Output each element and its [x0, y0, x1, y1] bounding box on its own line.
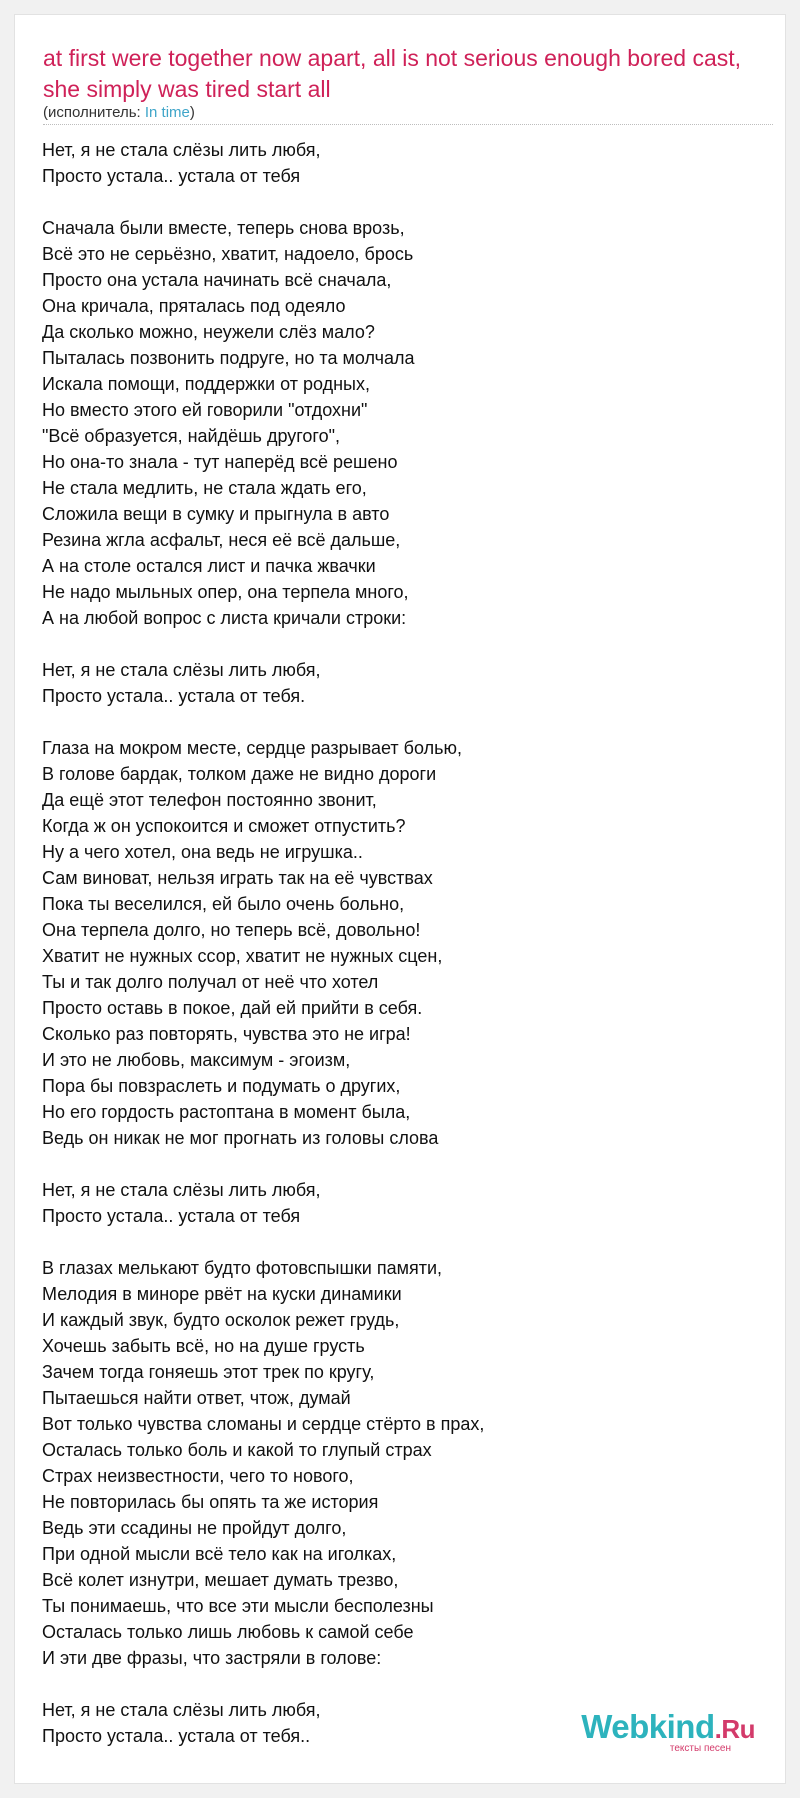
lyric-line: Просто устала.. устала от тебя: [42, 1206, 301, 1226]
lyric-line: Сам виноват, нельзя играть так на её чувствах: [42, 868, 433, 888]
lyric-line: Мелодия в миноре рвёт на куски динамики: [42, 1284, 402, 1304]
stanza-gap: [42, 189, 742, 215]
lyric-line: Страх неизвестности, чего то нового,: [42, 1466, 354, 1486]
lyric-line: Нет, я не стала слёзы лить любя,: [42, 140, 321, 160]
song-title: at first were together now apart, all is not serious enough bored cast, she simply was tired start all: [43, 45, 742, 102]
lyric-line: Просто устала.. устала от тебя.: [42, 686, 306, 706]
lyric-line: Просто она устала начинать всё сначала,: [42, 270, 392, 290]
lyric-line: Хочешь забыть всё, но на душе грусть: [42, 1336, 365, 1356]
lyric-line: В глазах мелькают будто фотовспышки памяти,: [42, 1258, 442, 1278]
lyric-line: Не повторилась бы опять та же история: [42, 1492, 379, 1512]
lyric-line: Нет, я не стала слёзы лить любя,: [42, 1700, 321, 1720]
lyric-line: Она кричала, пряталась под одеяло: [42, 296, 346, 316]
lyric-line: Глаза на мокром месте, сердце разрывает болью,: [42, 738, 462, 758]
lyrics-card: [14, 14, 786, 1784]
lyric-line: Сколько раз повторять, чувства это не игра!: [42, 1024, 411, 1044]
lyric-line: Не стала медлить, не стала ждать его,: [42, 478, 367, 498]
lyric-line: Но она-то знала - тут наперёд всё решено: [42, 452, 398, 472]
lyric-line: Не надо мыльных опер, она терпела много,: [42, 582, 409, 602]
stanza-gap: [42, 1671, 742, 1697]
lyric-line: Ну а чего хотел, она ведь не игрушка..: [42, 842, 363, 862]
artist-prefix: (исполнитель:: [43, 104, 145, 121]
lyric-line: А на любой вопрос с листа кричали строки:: [42, 608, 407, 628]
lyrics-text: [42, 137, 742, 1749]
lyric-line: Хватит не нужных ссор, хватит не нужных сцен,: [42, 946, 443, 966]
lyric-line: Но его гордость растоптана в момент была,: [42, 1102, 411, 1122]
lyric-line: Пора бы повзраслеть и подумать о других,: [42, 1076, 401, 1096]
lyric-line: Просто оставь в покое, дай ей прийти в себя.: [42, 998, 423, 1018]
lyric-line: И это не любовь, максимум - эгоизм,: [42, 1050, 351, 1070]
lyric-line: Резина жгла асфальт, неся её всё дальше,: [42, 530, 401, 550]
lyric-line: Но вместо этого ей говорили "отдохни": [42, 400, 368, 420]
lyric-line: Всё колет изнутри, мешает думать трезво,: [42, 1570, 399, 1590]
title-divider: [43, 124, 773, 125]
site-brand[interactable]: [555, 1709, 755, 1759]
lyric-line: При одной мысли всё тело как на иголках,: [42, 1544, 397, 1564]
lyric-line: Ты понимаешь, что все эти мысли бесполезны: [42, 1596, 434, 1616]
lyric-line: Ведь он никак не мог прогнать из головы слова: [42, 1128, 439, 1148]
lyric-line: Да ещё этот телефон постоянно звонит,: [42, 790, 377, 810]
lyric-line: Пытаешься найти ответ, чтож, думай: [42, 1388, 351, 1408]
logo-main-text: Webkind: [581, 1708, 715, 1745]
lyric-line: Пыталась позвонить подруге, но та молчала: [42, 348, 415, 368]
lyric-line: А на столе остался лист и пачка жвачки: [42, 556, 376, 576]
lyric-line: Просто устала.. устала от тебя..: [42, 1726, 311, 1746]
stanza-gap: [42, 631, 742, 657]
logo-tld-text: .Ru: [714, 1714, 755, 1744]
artist-line: [43, 103, 195, 123]
stanza-gap: [42, 1229, 742, 1255]
lyric-line: Сначала были вместе, теперь снова врозь,: [42, 218, 405, 238]
lyric-line: И эти две фразы, что застряли в голове:: [42, 1648, 382, 1668]
lyric-line: Осталась только лишь любовь к самой себе: [42, 1622, 414, 1642]
lyric-line: Она терпела долго, но теперь всё, довольно!: [42, 920, 421, 940]
lyric-line: Зачем тогда гоняешь этот трек по кругу,: [42, 1362, 375, 1382]
lyric-line: Осталась только боль и какой то глупый страх: [42, 1440, 432, 1460]
lyric-line: Искала помощи, поддержки от родных,: [42, 374, 370, 394]
stanza-gap: [42, 1151, 742, 1177]
lyric-line: Пока ты веселился, ей было очень больно,: [42, 894, 405, 914]
lyric-line: Ведь эти ссадины не пройдут долго,: [42, 1518, 347, 1538]
lyric-line: В голове бардак, толком даже не видно дороги: [42, 764, 437, 784]
lyric-line: Всё это не серьёзно, хватит, надоело, брось: [42, 244, 414, 264]
lyric-line: Вот только чувства сломаны и сердце стёрто в прах,: [42, 1414, 485, 1434]
stanza-gap: [42, 709, 742, 735]
lyric-line: Да сколько можно, неужели слёз мало?: [42, 322, 375, 342]
artist-link[interactable]: In time: [144, 104, 190, 121]
lyric-line: Ты и так долго получал от неё что хотел: [42, 972, 379, 992]
lyric-line: Просто устала.. устала от тебя: [42, 166, 301, 186]
lyric-line: И каждый звук, будто осколок режет грудь,: [42, 1310, 400, 1330]
lyric-line: Нет, я не стала слёзы лить любя,: [42, 1180, 321, 1200]
lyric-line: "Всё образуется, найдёшь другого",: [42, 426, 341, 446]
lyric-line: Когда ж он успокоится и сможет отпустить?: [42, 816, 406, 836]
site-logo[interactable]: [581, 1709, 755, 1747]
artist-suffix: ): [189, 104, 195, 121]
lyric-line: Нет, я не стала слёзы лить любя,: [42, 660, 321, 680]
site-tagline: тексты песен: [669, 1743, 731, 1754]
lyric-line: Сложила вещи в сумку и прыгнула в авто: [42, 504, 390, 524]
